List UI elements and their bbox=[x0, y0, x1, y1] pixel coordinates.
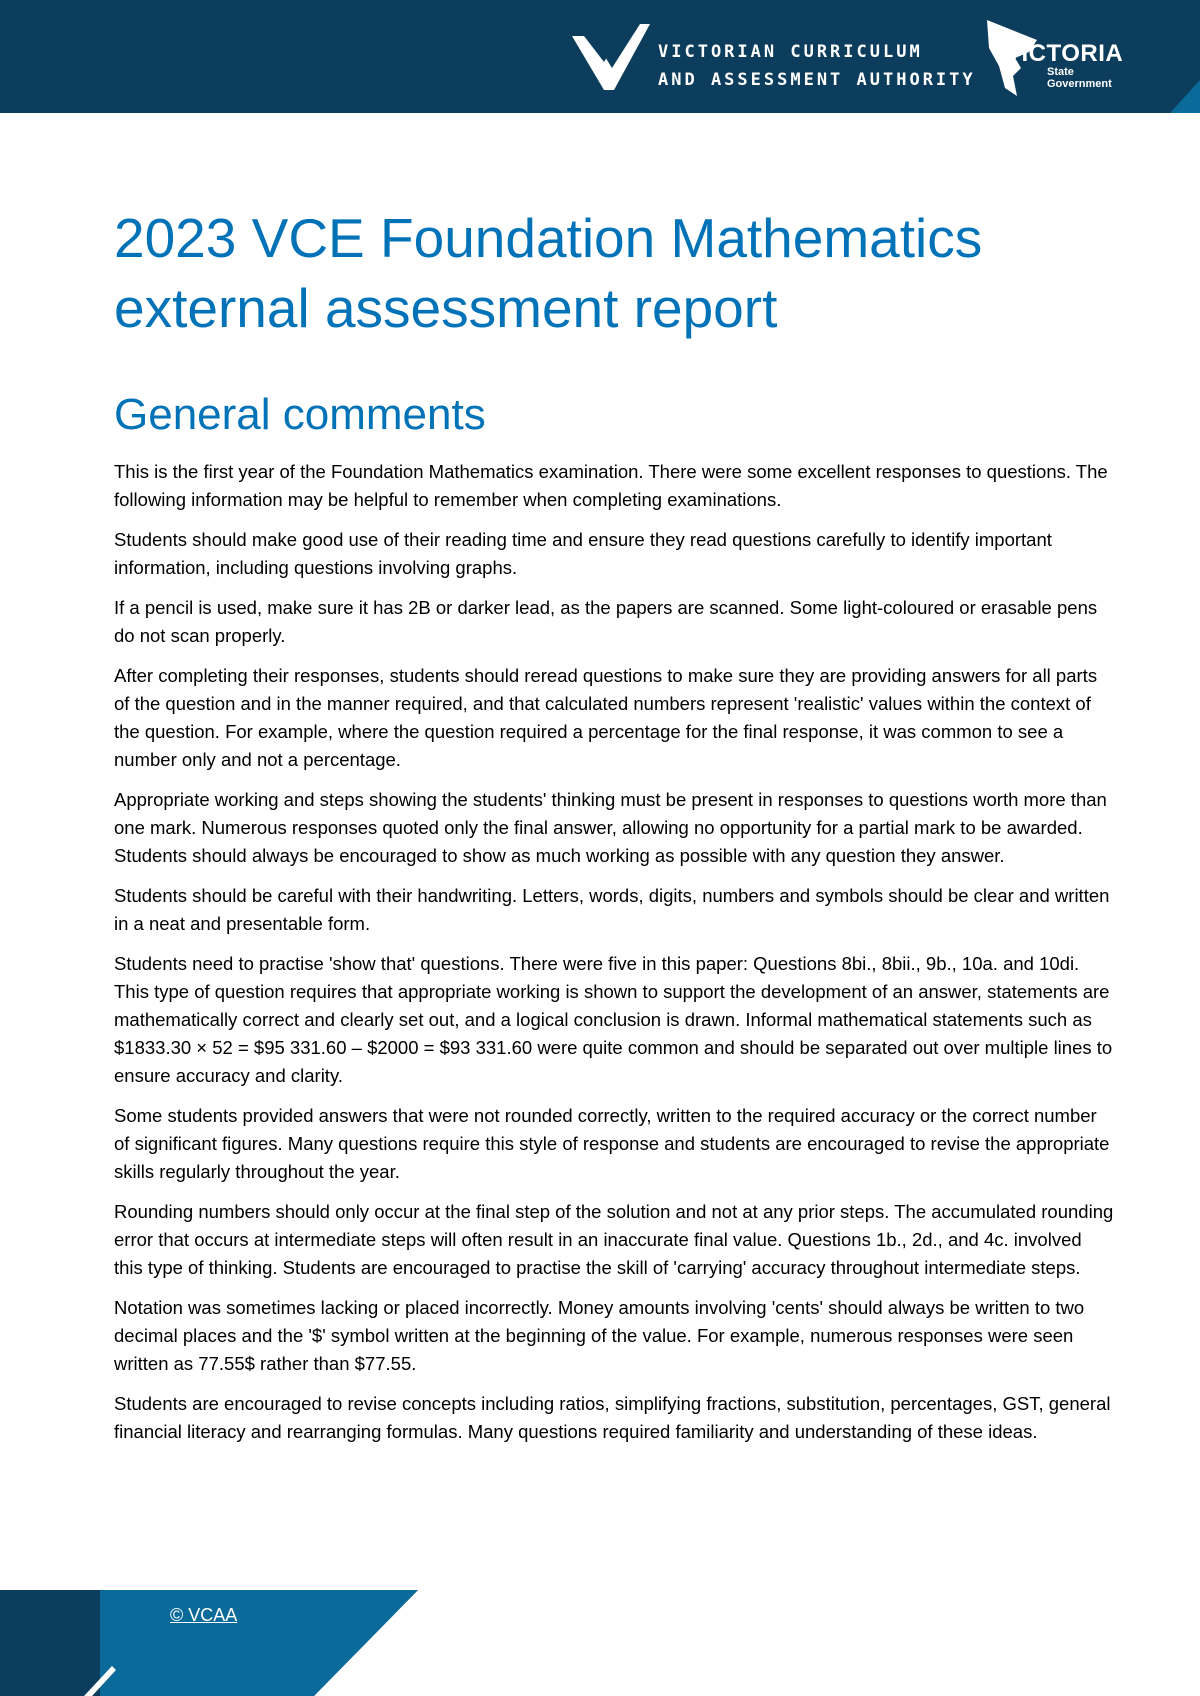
vcaa-check-logo-icon bbox=[570, 22, 650, 92]
report-title-line2: external assessment report bbox=[114, 277, 778, 339]
vcaa-wordmark-line1: VICTORIAN CURRICULUM bbox=[658, 42, 923, 62]
report-title bbox=[114, 203, 1114, 343]
paragraph: Students should make good use of their reading time and ensure they read questions carefully to identify important information, including questions involving graphs. bbox=[114, 529, 1052, 578]
paragraph: Rounding numbers should only occur at the final step of the solution and not at any prior steps. The accumulated rounding error that occurs at intermediate steps will often result in an inaccurate final value. Questions 1b., 2d., and 4c. involved this type of thinking. Students are encouraged to practise the skill of 'carrying' accuracy throughout intermediate steps. bbox=[114, 1201, 1114, 1278]
paragraph: Appropriate working and steps showing the students' thinking must be present in responses to questions worth more than one mark. Numerous responses quoted only the final answer, allowing no opportunity for a partial mark to be awarded. Students should always be encouraged to show as much working as possible with any question they answer. bbox=[114, 789, 1107, 866]
paragraph: Students should be careful with their handwriting. Letters, words, digits, numbers and symbols should be clear and written in a neat and presentable form. bbox=[114, 885, 1110, 934]
general-comments-body bbox=[114, 458, 1114, 1458]
paragraph: This is the first year of the Foundation Mathematics examination. There were some excellent responses to questions. The following information may be helpful to remember when completing examinations. bbox=[114, 461, 1108, 510]
report-title-line1: 2023 VCE Foundation Mathematics bbox=[114, 207, 983, 269]
state-government-label bbox=[1047, 66, 1112, 90]
copyright-link[interactable]: © VCAA bbox=[170, 1605, 238, 1625]
government-label: Government bbox=[1047, 78, 1112, 90]
paragraph: Students need to practise 'show that' questions. There were five in this paper: Questions 8bi., 8bii., 9b., 10a. and 10di. This type of question requires that appropriate working is shown to support the development of an answer, statements are mathematically correct and clearly set out, and a logical conclusion is drawn. Informal mathematical statements such as $1833.30 × 52 = $95 331.60 – $2000 = $93 331.60 were quite common and should be separated out over multiple lines to ensure accuracy and clarity. bbox=[114, 953, 1113, 1086]
paragraph: After completing their responses, students should reread questions to make sure they are providing answers for all parts of the question and in the manner required, and that calculated numbers represent 'realistic' values within the context of the question. For example, where the question required a percentage for the final response, it was common to see a number only and not a percentage. bbox=[114, 665, 1098, 770]
vcaa-wordmark bbox=[658, 38, 976, 94]
page-footer bbox=[0, 1590, 420, 1696]
paragraph: Some students provided answers that were not rounded correctly, written to the required accuracy or the correct number of significant figures. Many questions require this style of response and students are encouraged to revise the appropriate skills regularly throughout the year. bbox=[114, 1105, 1110, 1182]
victoria-government-logo bbox=[985, 18, 1125, 98]
vcaa-wordmark-line2: AND ASSESSMENT AUTHORITY bbox=[658, 70, 976, 90]
header-stripe bbox=[1140, 0, 1200, 113]
victoria-name: VICTORIA bbox=[1005, 40, 1124, 67]
section-heading-general-comments: General comments bbox=[114, 390, 486, 439]
paragraph: If a pencil is used, make sure it has 2B or darker lead, as the papers are scanned. Some light-coloured or erasable pens do not scan properly. bbox=[114, 597, 1098, 646]
page-header bbox=[0, 0, 1200, 113]
state-label: State bbox=[1047, 66, 1074, 78]
paragraph: Notation was sometimes lacking or placed incorrectly. Money amounts involving 'cents' should always be written to two decimal places and the '$' symbol written at the beginning of the value. For example, numerous responses were seen written as 77.55$ rather than $77.55. bbox=[114, 1297, 1085, 1374]
paragraph: Students are encouraged to revise concepts including ratios, simplifying fractions, substitution, percentages, GST, general financial literacy and rearranging formulas. Many questions required familiarity and understanding of these ideas. bbox=[114, 1393, 1111, 1442]
